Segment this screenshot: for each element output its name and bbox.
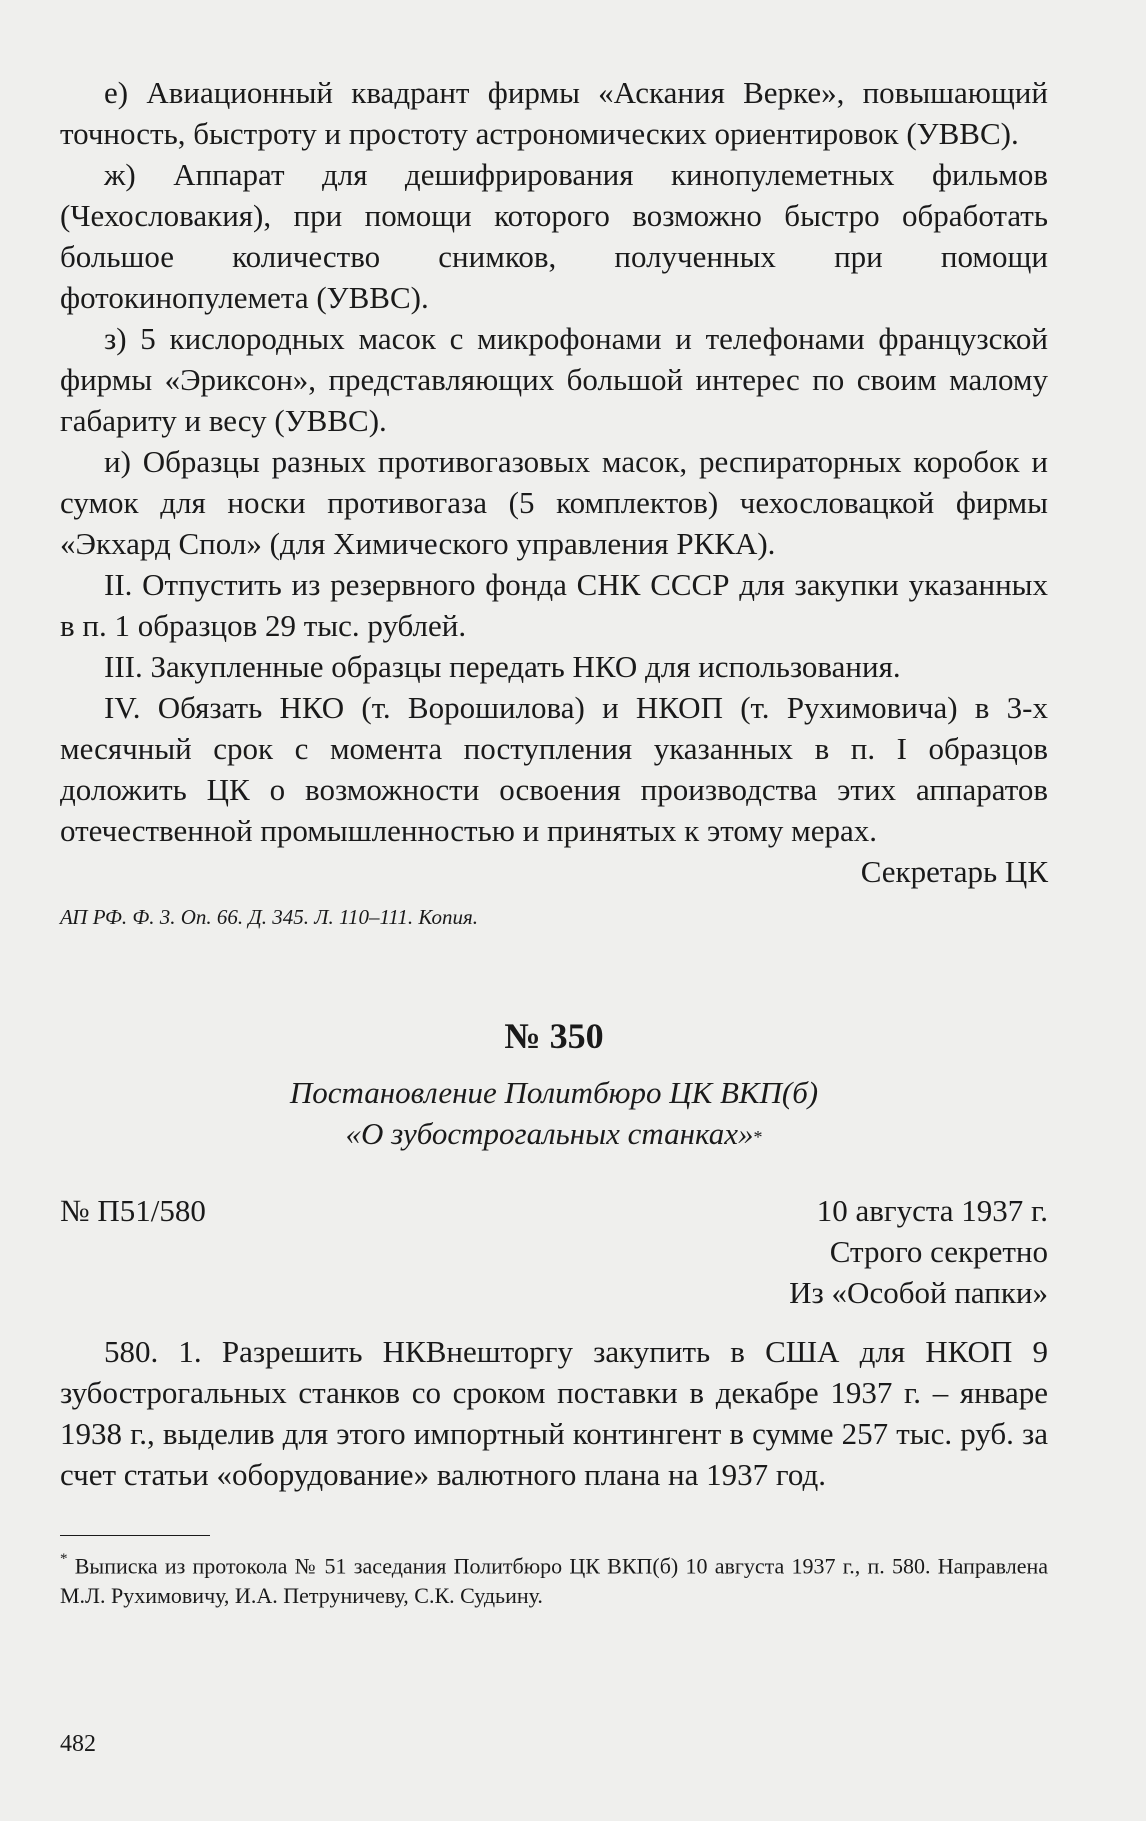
document-title	[60, 1072, 1048, 1154]
classification-label: Строго секретно	[829, 1234, 1048, 1269]
document-body-paragraph: 580. 1. Разрешить НКВнешторгу закупить в США для НКОП 9 зубострогальных станков со сроком поставки в декабре 1937 г. – январе 1938 г., выделив для этого импортный контингент в сумме 257 тыс. руб. за счет статьи «оборудование» валютного плана на 1937 год.	[60, 1334, 1048, 1492]
page-number: 482	[60, 1731, 96, 1757]
footnote	[60, 1546, 1048, 1611]
document-title-text: «О зубострогальных станках»	[345, 1116, 754, 1151]
document-meta-row	[60, 1190, 1048, 1231]
signature-line: Секретарь ЦК	[860, 854, 1048, 889]
paragraph-section-ii: II. Отпустить из резервного фонда СНК СССР для закупки указанных в п. 1 образцов 29 тыс. рублей.	[60, 567, 1048, 643]
paragraph-section-iii: III. Закупленные образцы передать НКО для использования.	[104, 649, 901, 684]
paragraph-item-e: е) Авиационный квадрант фирмы «Аскания Верке», повышающий точность, быстроту и простоту астрономических ориентировок (УВВС).	[60, 75, 1048, 151]
paragraph-section-iv: IV. Обязать НКО (т. Ворошилова) и НКОП (т. Рухимовича) в 3-х месячный срок с момента поступления указанных в п. I образцов доложить ЦК о возможности освоения производства этих аппаратов отечественной промышленностью и принятых к этому мерах.	[60, 690, 1048, 848]
footnote-mark: *	[60, 1551, 68, 1567]
footnote-reference-mark: *	[753, 1127, 763, 1147]
paragraph-item-z: з) 5 кислородных масок с микрофонами и телефонами французской фирмы «Эриксон», представляющих большой интерес по своим малому габариту и весу (УВВС).	[60, 321, 1048, 438]
footnote-text: Выписка из протокола № 51 заседания Политбюро ЦК ВКП(б) 10 августа 1937 г., п. 580. Направлена М.Л. Рухимовичу, И.А. Петруничеву, С.К. Судьину.	[60, 1553, 1049, 1609]
protocol-number: № П51/580	[60, 1193, 206, 1228]
special-folder-label: Из «Особой папки»	[789, 1275, 1048, 1310]
document-number: № 350	[504, 1016, 604, 1056]
footnote-divider	[60, 1535, 210, 1536]
source-citation: АП РФ. Ф. 3. Оп. 66. Д. 345. Л. 110–111. Копия.	[60, 905, 478, 929]
document-title-line-2	[60, 1113, 1048, 1154]
paragraph-item-zh: ж) Аппарат для дешифрирования кинопулеметных фильмов (Чехословакия), при помощи которого возможно быстро обработать большое количество снимков, полученных при помощи фотокинопулемета (УВВС).	[60, 157, 1048, 315]
document-title-line-1: Постановление Политбюро ЦК ВКП(б)	[289, 1075, 819, 1110]
document-date: 10 августа 1937 г.	[816, 1193, 1048, 1228]
paragraph-item-i: и) Образцы разных противогазовых масок, респираторных коробок и сумок для носки противогаза (5 комплектов) чехословацкой фирмы «Экхард Спол» (для Химического управления РККА).	[60, 444, 1048, 561]
